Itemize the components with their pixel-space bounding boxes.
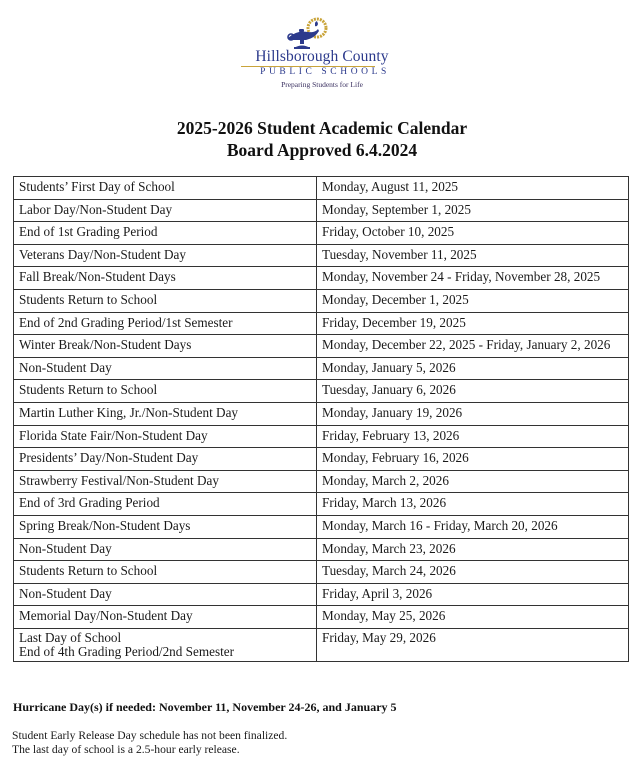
date-cell: Friday, May 29, 2026 (317, 628, 629, 661)
date-cell: Monday, March 2, 2026 (317, 470, 629, 493)
district-name: Hillsborough County (255, 48, 389, 65)
date-cell: Monday, January 5, 2026 (317, 357, 629, 380)
table-row (14, 538, 629, 561)
date-cell: Monday, December 1, 2025 (317, 289, 629, 312)
district-tagline: Preparing Students for Life (281, 80, 363, 89)
event-cell: Presidents’ Day/Non-Student Day (14, 448, 317, 471)
event-cell: Students Return to School (14, 289, 317, 312)
table-row (14, 199, 629, 222)
date-cell: Monday, March 23, 2026 (317, 538, 629, 561)
event-cell: Students Return to School (14, 561, 317, 584)
table-row (14, 493, 629, 516)
date-cell: Friday, October 10, 2025 (317, 222, 629, 245)
date-cell: Monday, August 11, 2025 (317, 177, 629, 200)
event-cell: Veterans Day/Non-Student Day (14, 244, 317, 267)
event-cell (14, 628, 317, 661)
table-row (14, 470, 629, 493)
date-cell: Monday, February 16, 2026 (317, 448, 629, 471)
table-row (14, 402, 629, 425)
table-row (14, 357, 629, 380)
event-cell: Florida State Fair/Non-Student Day (14, 425, 317, 448)
table-row (14, 448, 629, 471)
table-row (14, 244, 629, 267)
event-cell: Non-Student Day (14, 538, 317, 561)
event-cell: End of 3rd Grading Period (14, 493, 317, 516)
approval-subtitle: Board Approved 6.4.2024 (226, 140, 418, 160)
event-cell: Memorial Day/Non-Student Day (14, 606, 317, 629)
date-cell: Friday, December 19, 2025 (317, 312, 629, 335)
table-row (14, 335, 629, 358)
date-cell: Friday, April 3, 2026 (317, 583, 629, 606)
event-cell: Winter Break/Non-Student Days (14, 335, 317, 358)
event-cell: Labor Day/Non-Student Day (14, 199, 317, 222)
table-row (14, 583, 629, 606)
date-cell: Tuesday, March 24, 2026 (317, 561, 629, 584)
lamp-of-learning-icon (282, 16, 332, 52)
event-line-2: End of 4th Grading Period/2nd Semester (19, 644, 234, 660)
table-row (14, 561, 629, 584)
hurricane-days-note: Hurricane Day(s) if needed: November 11, November 24-26, and January 5 (13, 700, 397, 714)
table-row (14, 628, 629, 661)
date-cell: Tuesday, January 6, 2026 (317, 380, 629, 403)
table-row (14, 606, 629, 629)
table-row (14, 289, 629, 312)
date-cell: Monday, March 16 - Friday, March 20, 2026 (317, 515, 629, 538)
event-cell: Students Return to School (14, 380, 317, 403)
event-cell: Fall Break/Non-Student Days (14, 267, 317, 290)
table-row (14, 267, 629, 290)
page-title (0, 117, 644, 161)
district-subtitle: PUBLIC SCHOOLS (260, 67, 390, 77)
table-row (14, 425, 629, 448)
date-cell: Monday, May 25, 2026 (317, 606, 629, 629)
footer-notes (12, 729, 287, 757)
table-row (14, 177, 629, 200)
table-row (14, 222, 629, 245)
date-cell: Monday, September 1, 2025 (317, 199, 629, 222)
event-cell: End of 1st Grading Period (14, 222, 317, 245)
date-cell: Monday, December 22, 2025 - Friday, January 2, 2026 (317, 335, 629, 358)
date-cell: Monday, January 19, 2026 (317, 402, 629, 425)
table-row (14, 515, 629, 538)
date-cell: Friday, February 13, 2026 (317, 425, 629, 448)
district-logo (0, 0, 644, 100)
calendar-title: 2025-2026 Student Academic Calendar (176, 118, 468, 138)
early-release-note: Student Early Release Day schedule has not been finalized. (12, 729, 288, 742)
event-cell: End of 2nd Grading Period/1st Semester (14, 312, 317, 335)
event-cell: Martin Luther King, Jr./Non-Student Day (14, 402, 317, 425)
table-row (14, 380, 629, 403)
event-cell: Non-Student Day (14, 583, 317, 606)
event-cell: Strawberry Festival/Non-Student Day (14, 470, 317, 493)
last-day-note: The last day of school is a 2.5-hour early release. (12, 743, 240, 756)
event-cell: Non-Student Day (14, 357, 317, 380)
event-cell: Students’ First Day of School (14, 177, 317, 200)
date-cell: Monday, November 24 - Friday, November 28, 2025 (317, 267, 629, 290)
date-cell: Friday, March 13, 2026 (317, 493, 629, 516)
event-cell: Spring Break/Non-Student Days (14, 515, 317, 538)
academic-calendar-table (13, 176, 629, 662)
date-cell: Tuesday, November 11, 2025 (317, 244, 629, 267)
table-row (14, 312, 629, 335)
event-line-1: Last Day of School (19, 629, 122, 645)
